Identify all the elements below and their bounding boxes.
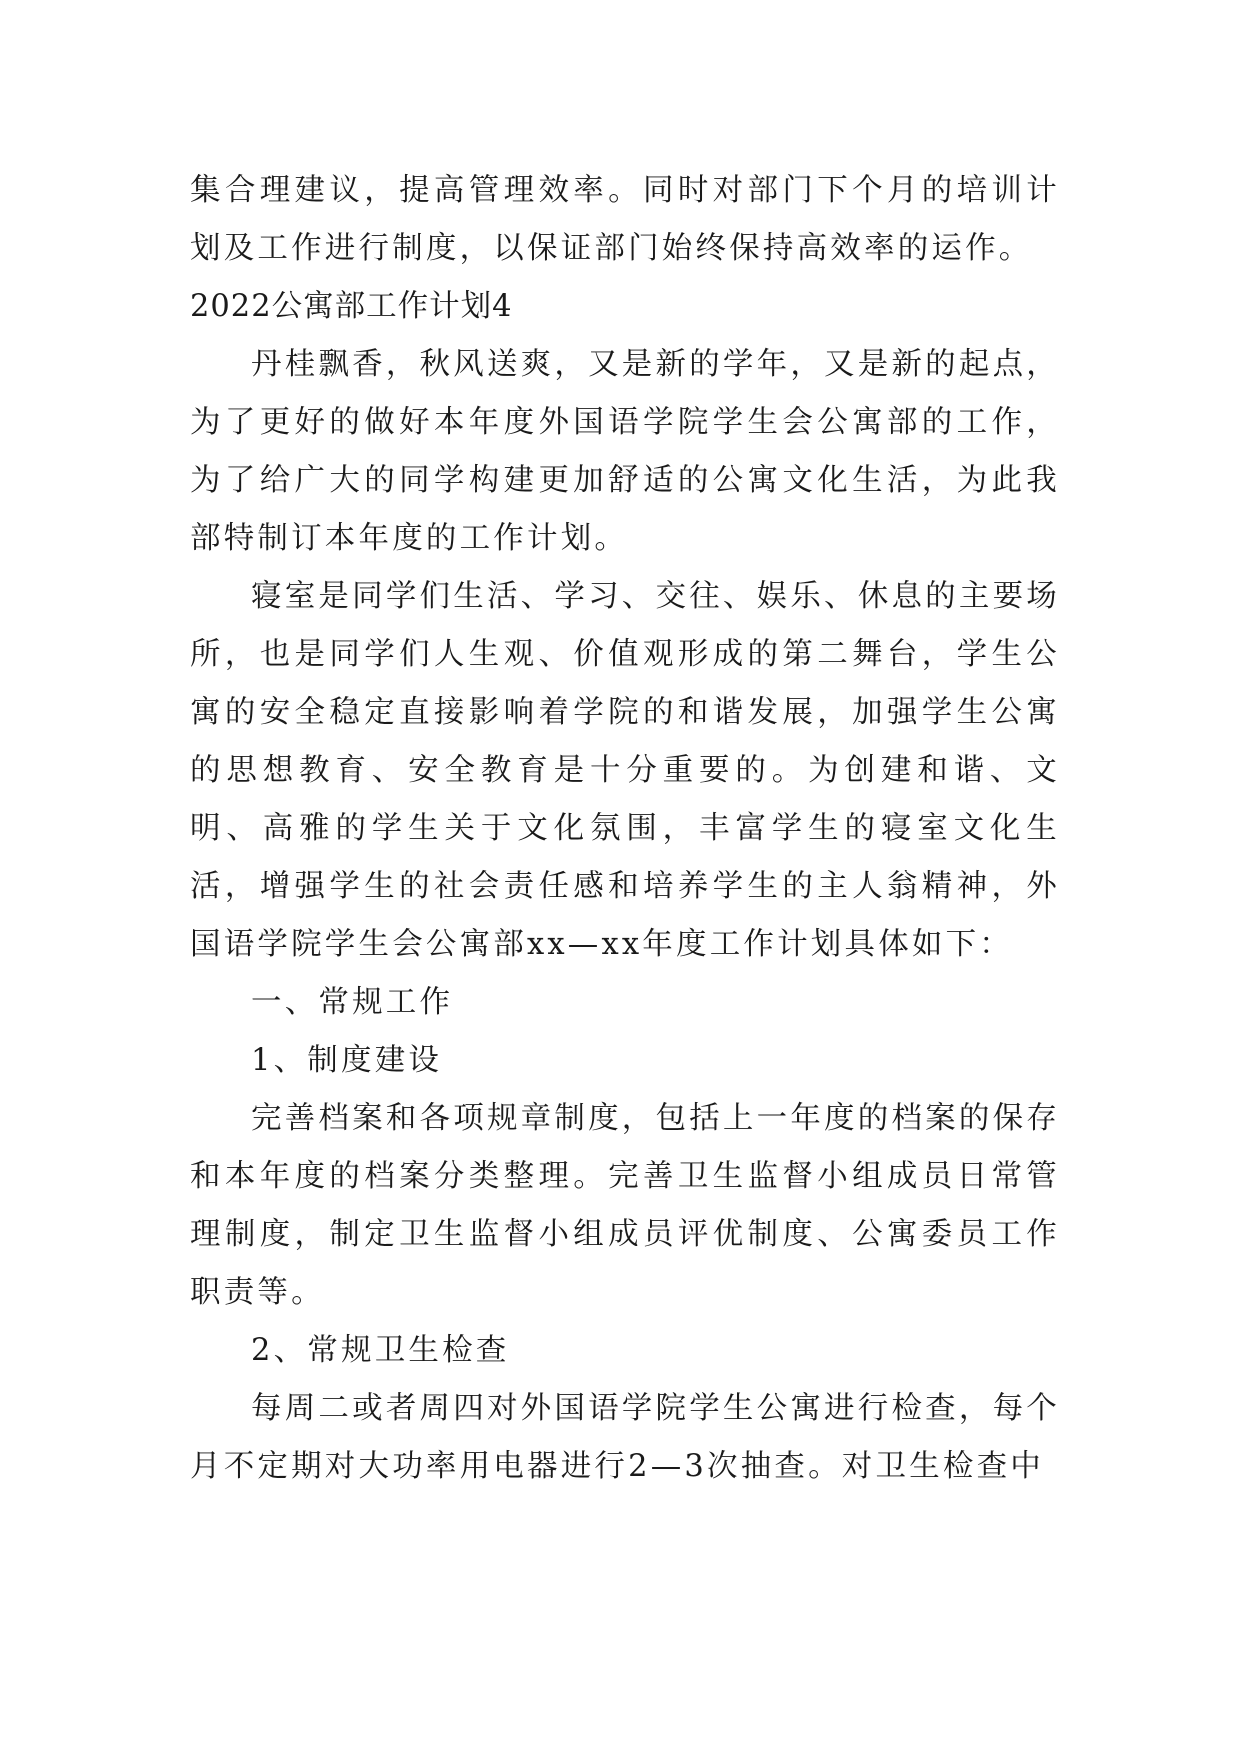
paragraph-dormitory: 寝室是同学们生活、学习、交往、娱乐、休息的主要场所，也是同学们人生观、价值观形成的第二舞台，学生公寓的安全稳定直接影响着学院的和谐发展，加强学生公寓的思想教育、安全教育是十分重要的。为创建和谐、文明、高雅的学生关于文化氛围，丰富学生的寝室文化生活，增强学生的社会责任感和培养学生的主人翁精神，外国语学院学生会公寓部xx—xx年度工作计划具体如下： xyxy=(190,579,1060,962)
paragraph-opening: 丹桂飘香，秋风送爽，又是新的学年，又是新的起点，为了更好的做好本年度外国语学院学生会公寓部的工作，为了给广大的同学构建更加舒适的公寓文化生活，为此我部特制订本年度的工作计划。 xyxy=(190,347,1060,556)
paragraph-system-building: 完善档案和各项规章制度，包括上一年度的档案的保存和本年度的档案分类整理。完善卫生监督小组成员日常管理制度，制定卫生监督小组成员评优制度、公寓委员工作职责等。 xyxy=(190,1101,1060,1310)
intro-paragraph: 集合理建议，提高管理效率。同时对部门下个月的培训计划及工作进行制度，以保证部门始终保持高效率的运作。 xyxy=(190,173,1060,266)
paragraph-hygiene-check: 每周二或者周四对外国语学院学生公寓进行检查，每个月不定期对大功率用电器进行2—3次抽查。对卫生检查中 xyxy=(190,1391,1060,1484)
heading-hygiene-check: 2、常规卫生检查 xyxy=(251,1333,510,1368)
section-title: 2022公寓部工作计划4 xyxy=(190,289,513,324)
heading-routine-work: 一、常规工作 xyxy=(251,985,454,1020)
document-page xyxy=(190,162,1060,1496)
heading-system-building: 1、制度建设 xyxy=(251,1043,443,1078)
